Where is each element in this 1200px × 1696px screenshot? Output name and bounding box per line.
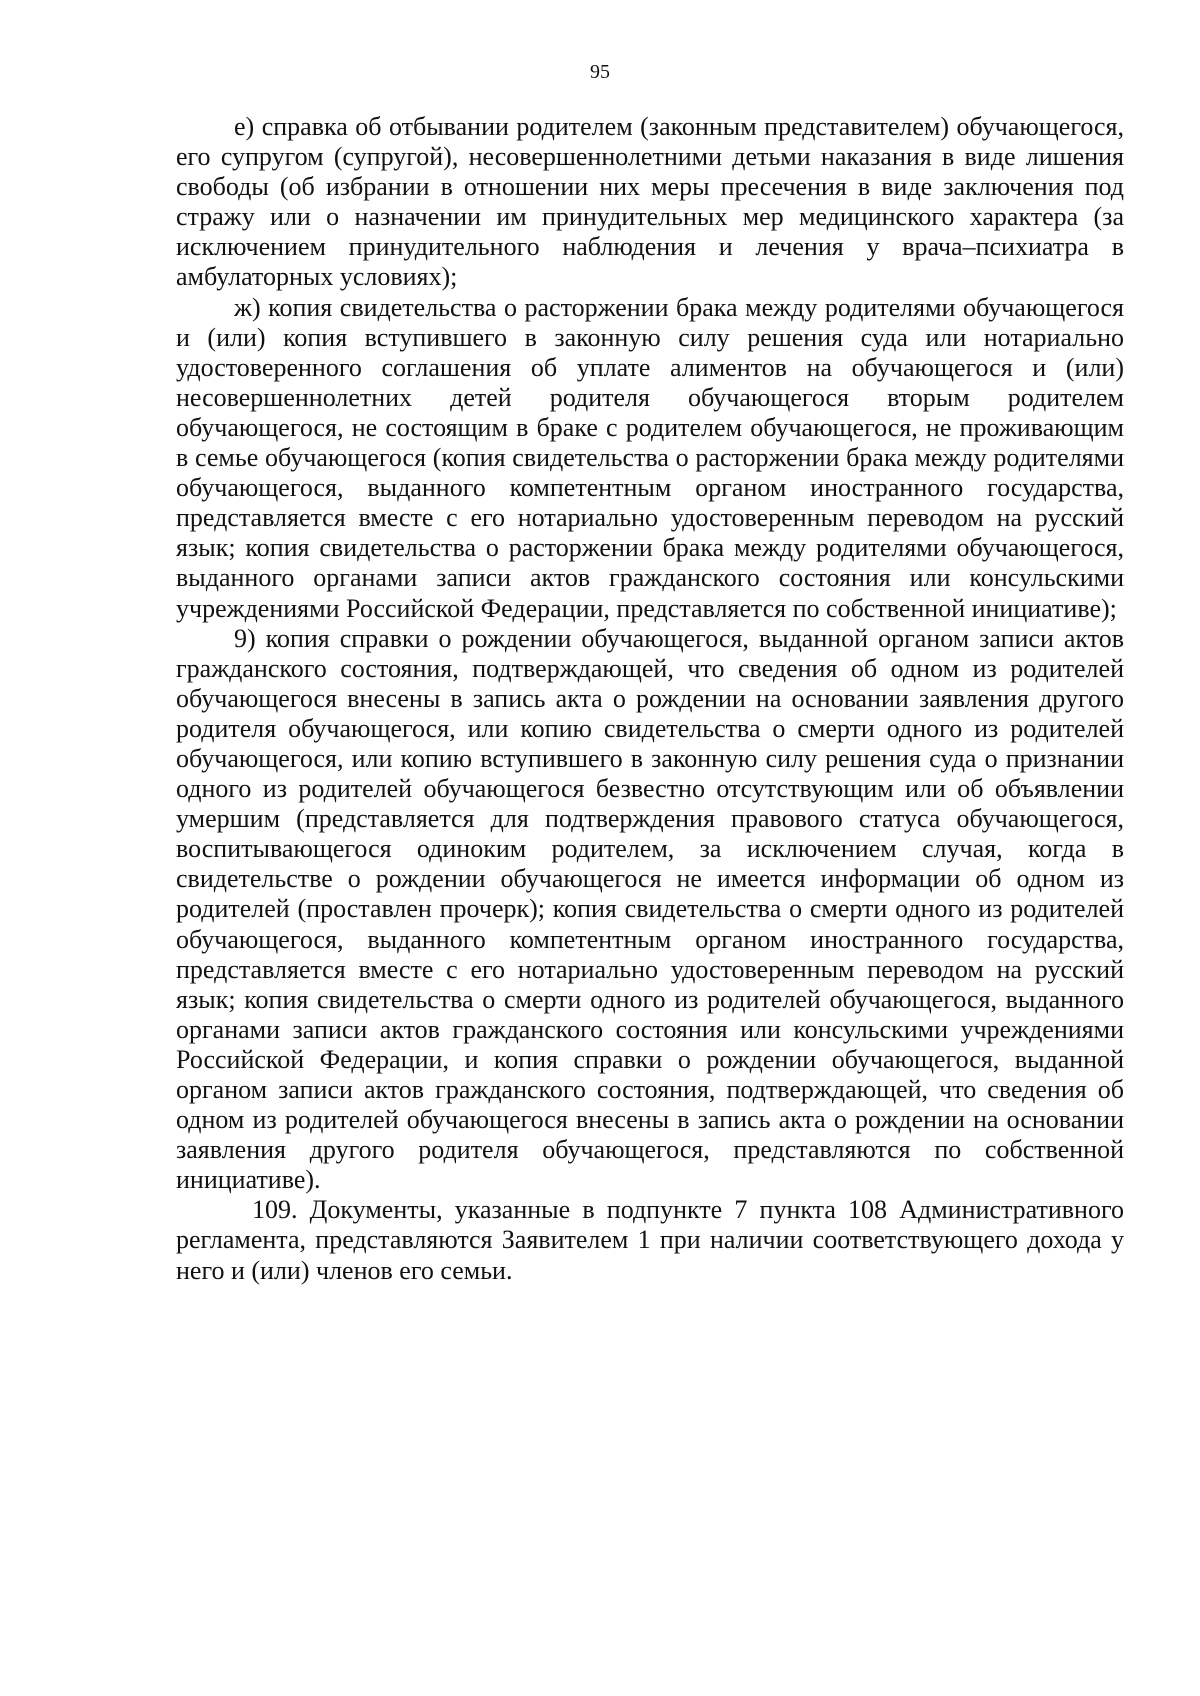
page-number: 95 bbox=[590, 61, 610, 83]
paragraph-9-birth-certificate: 9) копия справки о рождении обучающегося, выданной органом записи актов гражданского состояния, подтверждающей, что сведения об одном из родителей обучающегося внесены в запись акта о рождении на основании заявления другого родителя обучающегося, или копию свидетельства о смерти одного из родителей обучающегося, или копию вступившего в законную силу решения суда о признании одного из родителей обучающегося безвестно отсутствующим или об объявлении умершим (представляется для подтверждения правового статуса обучающегося, воспитывающегося одиноким родителем, за исключением случая, когда в свидетельстве о рождении обучающегося не имеется информации об одном из родителей (проставлен прочерк); копия свидетельства о смерти одного из родителей обучающегося, выданного компетентным органом иностранного государства, представляется вместе с его нотариально удостоверенным переводом на русский язык; копия свидетельства о смерти одного из родителей обучающегося, выданного органами записи актов гражданского состояния или консульскими учреждениями Российской Федерации, и копия справки о рождении обучающегося, выданной органом записи актов гражданского состояния, подтверждающей, что сведения об одном из родителей обучающегося внесены в запись акта о рождении на основании заявления другого родителя обучающегося, представляются по собственной инициативе). bbox=[176, 623, 1124, 1195]
paragraph-zh-divorce-certificate: ж) копия свидетельства о расторжении брака между родителями обучающегося и (или) копия вступившего в законную силу решения суда или нотариально удостоверенного соглашения об уплате алиментов на обучающегося и (или) несовершеннолетних детей родителя обучающегося вторым родителем обучающегося, не состоящим в браке с родителем обучающегося, не проживающим в семье обучающегося (копия свидетельства о расторжении брака между родителями обучающегося, выданного компетентным органом иностранного государства, представляется вместе с его нотариально удостоверенным переводом на русский язык; копия свидетельства о расторжении брака между родителями обучающегося, выданного органами записи актов гражданского состояния или консульскими учреждениями Российской Федерации, представляется по собственной инициативе); bbox=[176, 292, 1124, 623]
paragraph-e-prison-certificate: е) справка об отбывании родителем (законным представителем) обучающегося, его супругом (супругой), несовершеннолетними детьми наказания в виде лишения свободы (об избрании в отношении них меры пресечения в виде заключения под стражу или о назначении им принудительных мер медицинского характера (за исключением принудительного наблюдения и лечения у врача–психиатра в амбулаторных условиях); bbox=[176, 112, 1124, 292]
paragraph-109-income-documents: 109. Документы, указанные в подпункте 7 пункта 108 Административного регламента, представляются Заявителем 1 при наличии соответствующего дохода у него и (или) членов его семьи. bbox=[176, 1195, 1124, 1285]
document-body bbox=[176, 112, 1124, 1286]
